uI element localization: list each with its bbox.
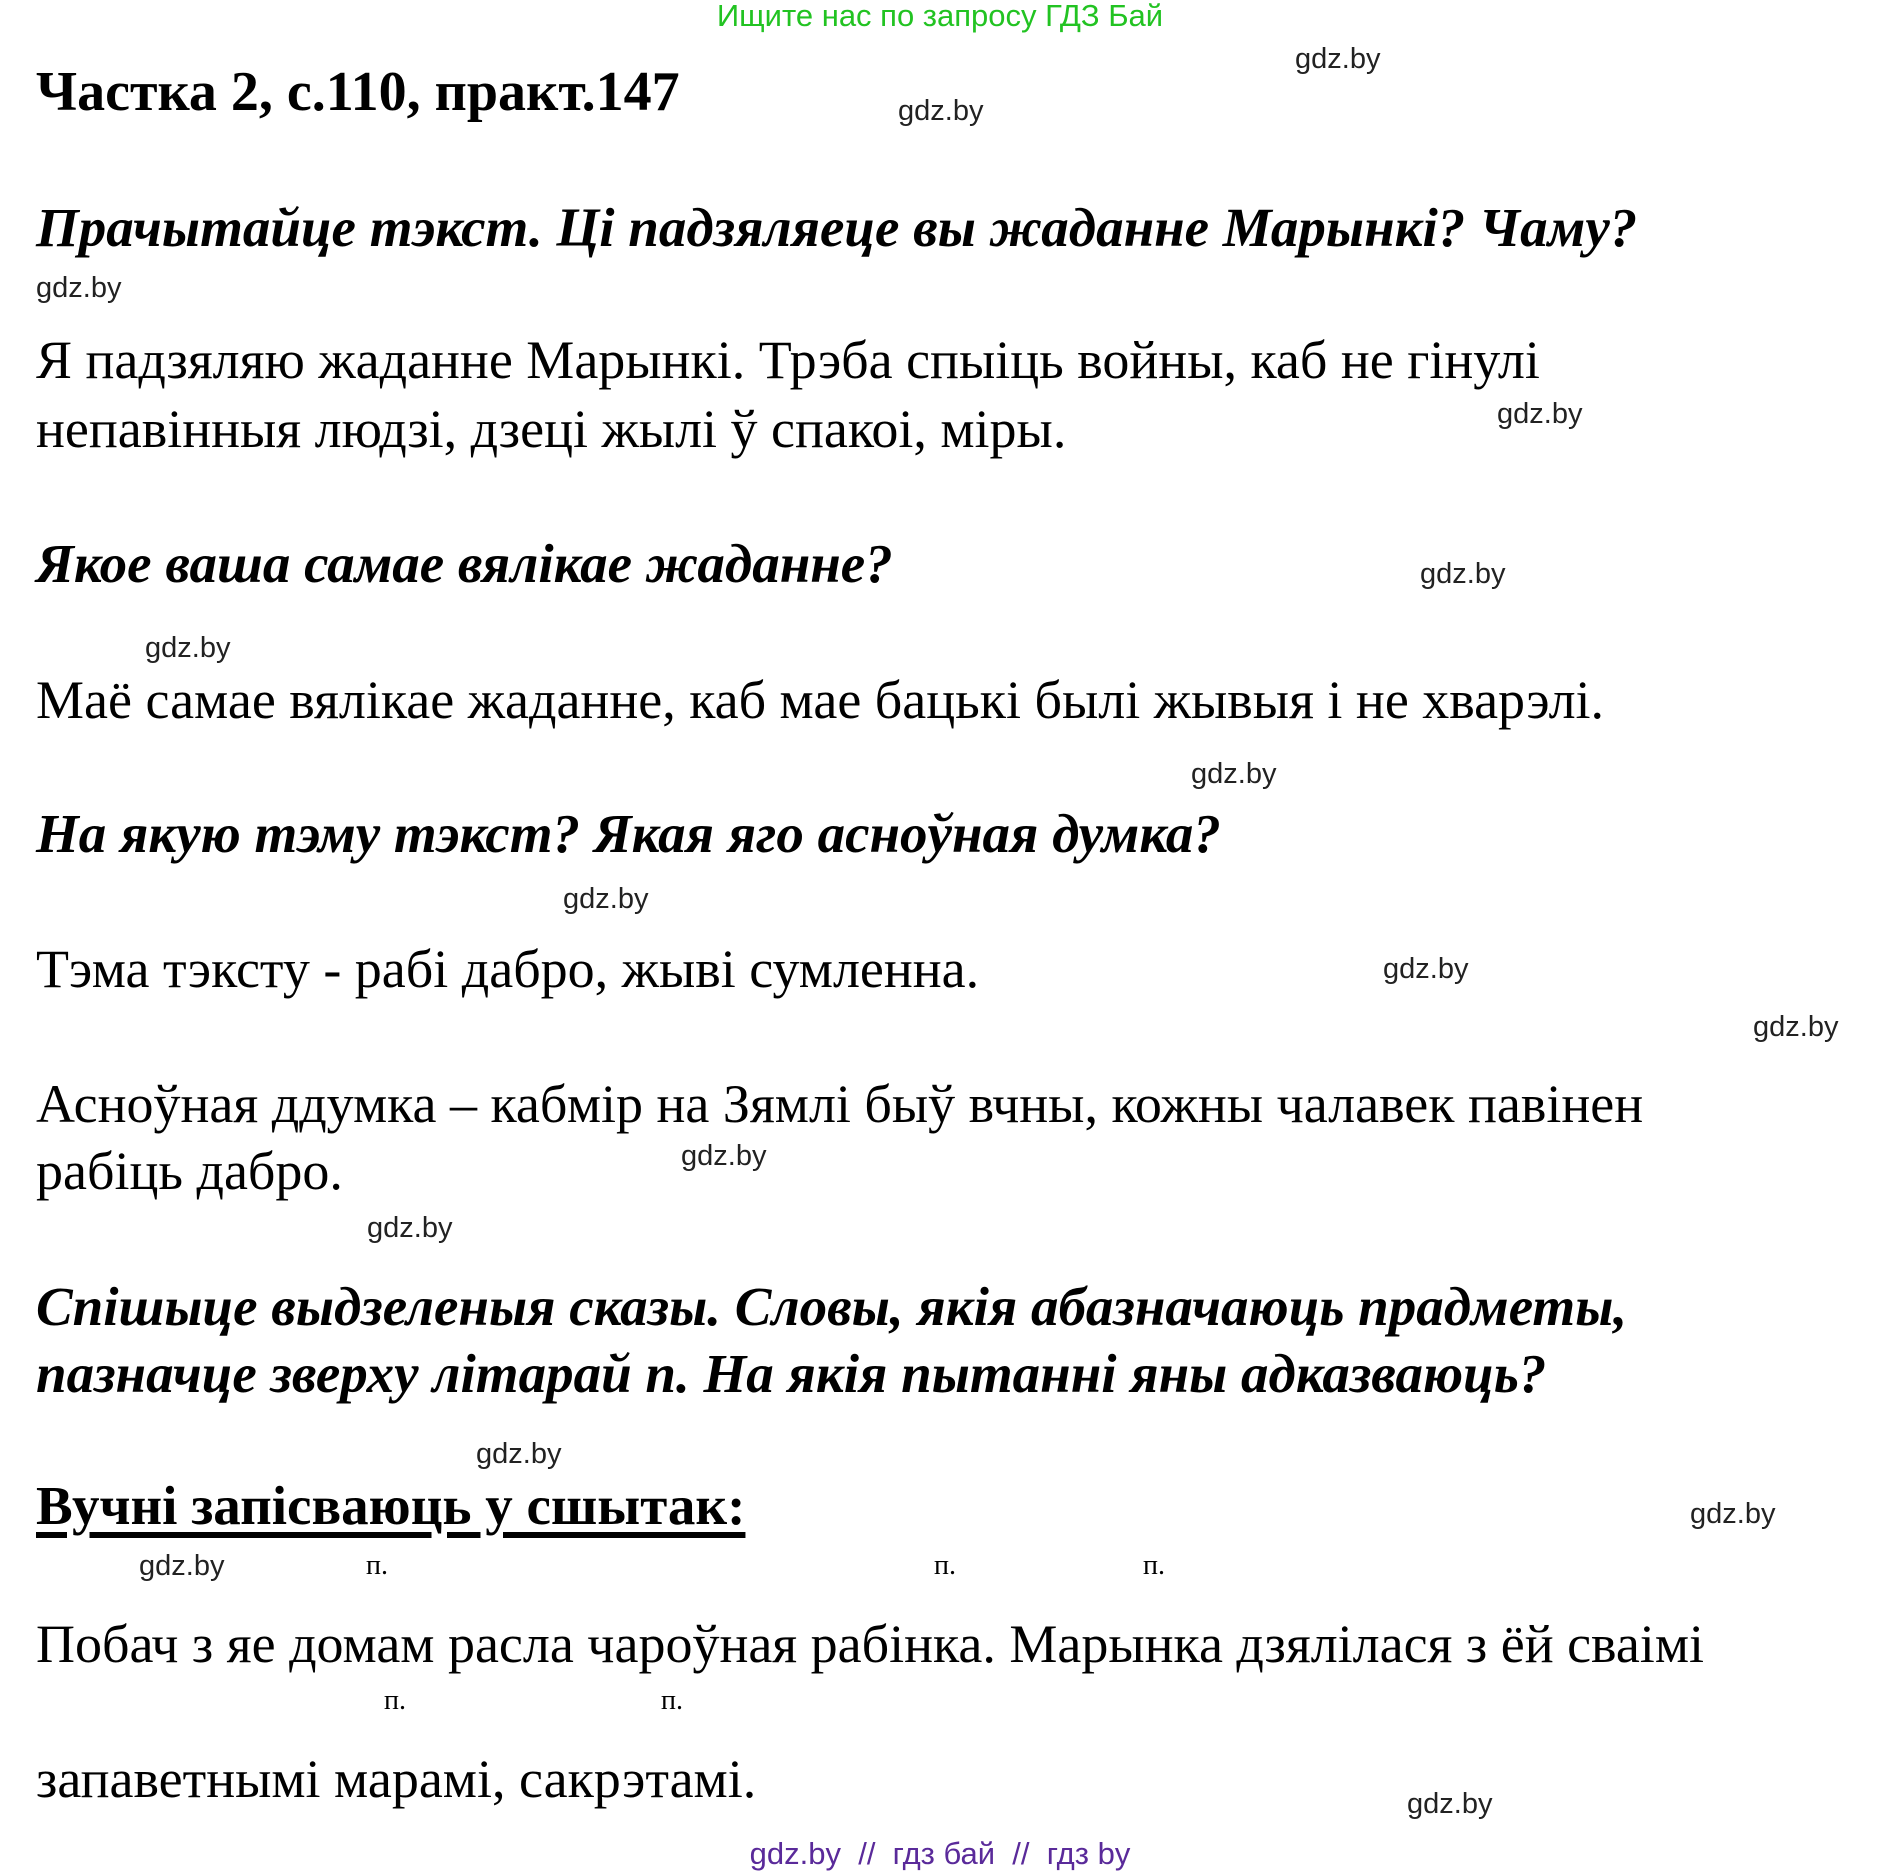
noun-mark: п.	[934, 1550, 956, 1581]
sentence-line-1: Побач з яе домам расла чароўная рабінка. Марынка дзялілася з ёй сваімі	[36, 1614, 1704, 1674]
watermark: gdz.by	[1753, 1011, 1839, 1043]
watermark: gdz.by	[681, 1140, 767, 1172]
question-4-line-2: пазначце зверху літарай п. На якія пытанні яны адказваюць?	[36, 1343, 1547, 1404]
watermark: gdz.by	[1407, 1788, 1493, 1820]
watermark: gdz.by	[476, 1438, 562, 1470]
noun-mark: п.	[661, 1685, 683, 1716]
watermark: gdz.by	[145, 632, 231, 664]
noun-mark: п.	[366, 1550, 388, 1581]
watermark: gdz.by	[898, 95, 984, 127]
question-1: Прачытайце тэкст. Ці падзяляеце вы жаданне Марынкі? Чаму?	[36, 197, 1638, 258]
answer-4-line-1: Асноўная ддумка – кабмір на Зямлі быў вчны, кожны чалавек павінен	[36, 1074, 1644, 1134]
answer-2: Маё самае вялікае жаданне, каб мае бацькі былі жывыя і не хварэлі.	[36, 670, 1605, 730]
watermark: gdz.by	[139, 1550, 225, 1582]
watermark: gdz.by	[1497, 398, 1583, 430]
question-3: На якую тэму тэкст? Якая яго асноўная думка?	[36, 803, 1221, 864]
footer-links: gdz.by // гдз бай // гдз by	[749, 1836, 1131, 1871]
question-4-line-1: Спішыце выдзеленыя сказы. Словы, якія абазначаюць прадметы,	[36, 1276, 1628, 1337]
page-title: Частка 2, с.110, практ.147	[36, 61, 680, 123]
answer-4-line-2: рабіць дабро.	[36, 1141, 343, 1201]
sentence-line-2: запаветнымі марамі, сакрэтамі.	[36, 1749, 757, 1809]
watermark: gdz.by	[1191, 758, 1277, 790]
answer-3: Тэма тэксту - рабі дабро, жыві сумленна.	[36, 939, 980, 999]
watermark: gdz.by	[36, 272, 122, 304]
watermark: gdz.by	[1383, 953, 1469, 985]
notebook-heading: Вучні запісваюць у сшытак:	[36, 1475, 746, 1536]
watermark: gdz.by	[1420, 558, 1506, 590]
watermark: gdz.by	[367, 1212, 453, 1244]
noun-mark: п.	[384, 1685, 406, 1716]
question-2: Якое ваша самае вялікае жаданне?	[36, 533, 893, 594]
watermark: gdz.by	[1690, 1498, 1776, 1530]
search-banner: Ищите нас по запросу ГДЗ Бай	[716, 0, 1164, 33]
noun-mark: п.	[1143, 1550, 1165, 1581]
answer-1-line-1: Я падзяляю жаданне Марынкі. Трэба спыіць войны, каб не гінулі	[36, 330, 1540, 390]
answer-1-line-2: непавінныя людзі, дзеці жылі ў спакоі, міры.	[36, 399, 1067, 459]
watermark: gdz.by	[563, 883, 649, 915]
watermark: gdz.by	[1295, 43, 1381, 75]
